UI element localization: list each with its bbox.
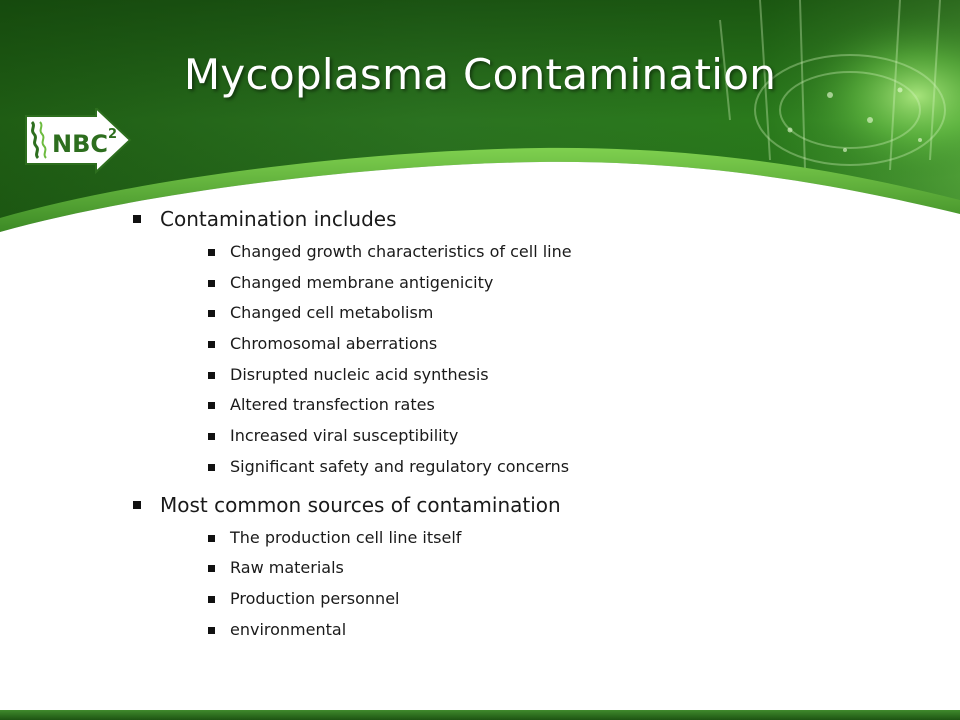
sub-list bbox=[160, 523, 892, 646]
logo-text: NBC bbox=[52, 130, 108, 158]
square-bullet-icon bbox=[208, 464, 215, 471]
nbc2-arrow-logo-icon bbox=[22, 108, 134, 178]
list-item bbox=[160, 390, 892, 421]
square-bullet-icon bbox=[208, 565, 215, 572]
list-item bbox=[160, 553, 892, 584]
square-bullet-icon bbox=[133, 215, 141, 223]
list-item bbox=[160, 615, 892, 646]
list-item bbox=[160, 584, 892, 615]
list-item-text: environmental bbox=[230, 619, 347, 639]
logo-superscript: 2 bbox=[108, 127, 118, 142]
list-item-text: Disrupted nucleic acid synthesis bbox=[230, 364, 489, 384]
square-bullet-icon bbox=[208, 341, 215, 348]
list-item bbox=[160, 523, 892, 554]
square-bullet-icon bbox=[208, 433, 215, 440]
list-item-text: Significant safety and regulatory concerns bbox=[230, 456, 570, 476]
sub-list bbox=[160, 237, 892, 483]
list-item-text: Altered transfection rates bbox=[230, 395, 435, 415]
square-bullet-icon bbox=[133, 501, 141, 509]
square-bullet-icon bbox=[208, 249, 215, 256]
section-heading: Most common sources of contamination bbox=[160, 492, 561, 517]
list-item bbox=[160, 329, 892, 360]
list-item-text: The production cell line itself bbox=[230, 527, 462, 547]
section-common-sources bbox=[132, 491, 892, 646]
square-bullet-icon bbox=[208, 535, 215, 542]
list-item bbox=[160, 268, 892, 299]
square-bullet-icon bbox=[208, 402, 215, 409]
bullet-list bbox=[132, 205, 892, 645]
square-bullet-icon bbox=[208, 372, 215, 379]
slide-title: Mycoplasma Contamination bbox=[183, 50, 777, 99]
section-contamination-includes bbox=[132, 205, 892, 483]
list-item bbox=[160, 237, 892, 268]
list-item-text: Increased viral susceptibility bbox=[230, 426, 459, 446]
list-item-text: Changed membrane antigenicity bbox=[230, 272, 494, 292]
nbc2-logo bbox=[22, 108, 134, 178]
list-item bbox=[160, 452, 892, 483]
section-heading: Contamination includes bbox=[160, 207, 397, 231]
list-item-text: Changed growth characteristics of cell line bbox=[230, 242, 572, 261]
list-item-text: Production personnel bbox=[230, 588, 400, 608]
list-item-text: Chromosomal aberrations bbox=[230, 334, 438, 354]
list-item-text: Changed cell metabolism bbox=[230, 303, 434, 323]
square-bullet-icon bbox=[208, 627, 215, 634]
slide-content bbox=[132, 205, 892, 653]
square-bullet-icon bbox=[208, 310, 215, 317]
list-item bbox=[160, 298, 892, 329]
header-background bbox=[0, 0, 960, 240]
list-item bbox=[160, 360, 892, 391]
list-item-text: Raw materials bbox=[230, 558, 344, 578]
square-bullet-icon bbox=[208, 280, 215, 287]
list-item bbox=[160, 421, 892, 452]
footer-bar bbox=[0, 710, 960, 720]
square-bullet-icon bbox=[208, 596, 215, 603]
